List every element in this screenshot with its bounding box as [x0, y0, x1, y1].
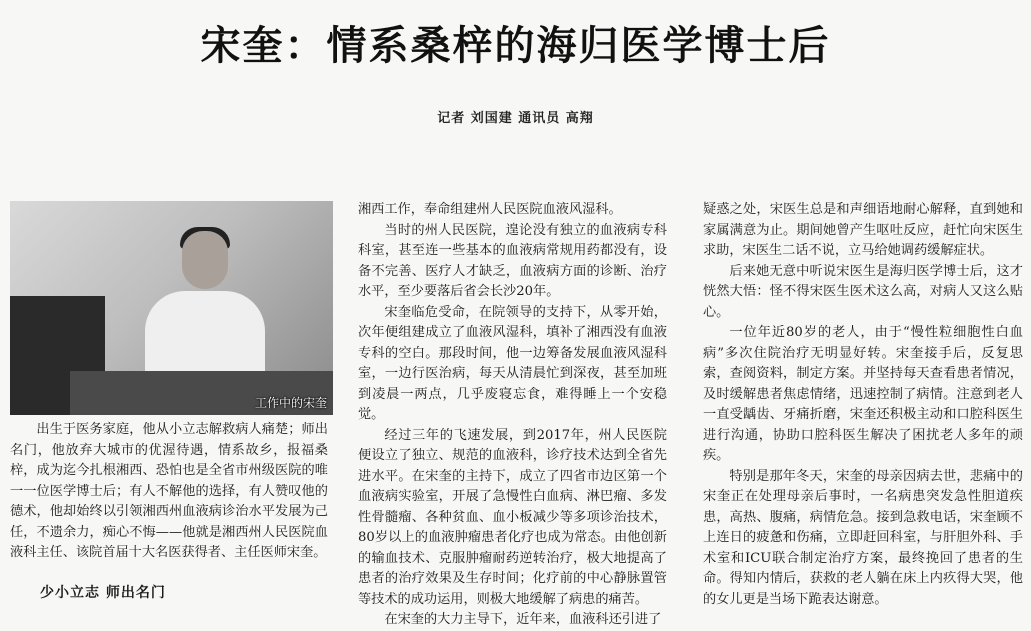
- column2-paragraph-2: 宋奎临危受命，在院领导的支持下，从零开始，次年便组建成立了血液风湿科，填补了湘西没有血液专科的空白。那段时间，他一边筹备发展血液风湿科室，一边行医治病，每天从清晨忙到深夜，甚至加班到凌晨一两点，几乎废寝忘食，难得睡上一个安稳觉。: [358, 304, 667, 422]
- article-column-3: [703, 200, 1023, 607]
- column2-paragraph-3: 经过三年的飞速发展，到2017年，州人民医院便设立了独立、规范的血液科，诊疗技术达到全省先进水平。在宋奎的主持下，成立了四省市边区第一个血液病实验室，开展了急慢性白血病、淋巴瘤、多发性骨髓瘤、各种贫血、血小板减少等多项诊治技术，80岁以上的血液肿瘤患者化疗也成为常态。由他创新的输血技术、克服肿瘤耐药逆转治疗，极大地提高了患者的治疗效果及生存时间；化疗前的中心静脉置管等技术的成功运用，则极大地缓解了病患的痛苦。: [358, 427, 667, 607]
- column3-paragraph-0: 疑惑之处，宋医生总是和声细语地耐心解释，直到她和家属满意为止。期间她曾产生呕吐反应，赶忙向宋医生求助，宋医生二话不说，立马给她调药缓解症状。: [703, 202, 1023, 258]
- column2-paragraph-0: 湘西工作，奉命组建州人民医院血液风湿科。: [358, 202, 622, 217]
- photo-caption: 工作中的宋奎: [254, 396, 327, 410]
- article-photo: [10, 201, 333, 415]
- column1-paragraph-1: 出生于医务家庭，他从小立志解救病人痛楚；师出名门，他放弃大城市的优渥待遇，情系故乡，报福桑梓，成为迄今扎根湘西、恐怕也是全省市州级医院的唯一一位医学博士后；有人不解他的选择，有人赞叹他的德术，他却始终以引领湘西州血液病诊治水平发展为己任，不遗余力，痴心不悔——他就是湘西州人民医院血液科主任、该院首届十大名医获得者、主任医师宋奎。: [10, 422, 328, 560]
- article-column-2: [358, 200, 667, 627]
- article-headline: 宋奎：情系桑梓的海归医学博士后: [200, 23, 831, 69]
- section-subhead: 少小立志 师出名门: [40, 585, 166, 601]
- column2-paragraph-4: 在宋奎的大力主导下，近年来，血液科还引进了: [384, 612, 662, 627]
- photo-person-head-shape: [182, 231, 228, 289]
- column2-paragraph-1: 当时的州人民医院，遑论没有独立的血液病专科科室，甚至连一些基本的血液病常规用药都没有，设备不完善、医疗人才缺乏，血液病方面的诊断、治疗水平，至少要落后省会长沙20年。: [358, 222, 667, 299]
- column3-paragraph-2: 一位年近80岁的老人，由于“慢性粒细胞性白血病”多次住院治疗无明显好转。宋奎接手后，反复思索，查阅资料，制定方案。并坚持每天查看患者情况，及时缓解患者焦虑情绪，迅速控制了病情。注意到老人一直受龋齿、牙痛折磨，宋奎还积极主动和口腔科医生进行沟通，协助口腔科医生解决了困扰老人多年的顽疾。: [703, 325, 1023, 463]
- article-byline: 记者 刘国建 通讯员 高翔: [437, 111, 594, 126]
- column3-paragraph-1: 后来她无意中听说宋医生是海归医学博士后，这才恍然大悟：怪不得宋医生医术这么高，对病人又这么贴心。: [703, 263, 1023, 320]
- article-column-1: [10, 420, 328, 600]
- column3-paragraph-3: 特别是那年冬天，宋奎的母亲因病去世，悲痛中的宋奎正在处理母亲后事时，一名病患突发急性胆道疾患，高热、腹痛，病情危急。接到急救电话，宋奎顾不上连日的疲惫和伤痛，立即赶回科室，与肝胆外科、手术室和ICU联合制定治疗方案，最终挽回了患者的生命。得知内情后，获救的老人躺在床上内疚得大哭，他的女儿更是当场下跪表达谢意。: [703, 468, 1023, 607]
